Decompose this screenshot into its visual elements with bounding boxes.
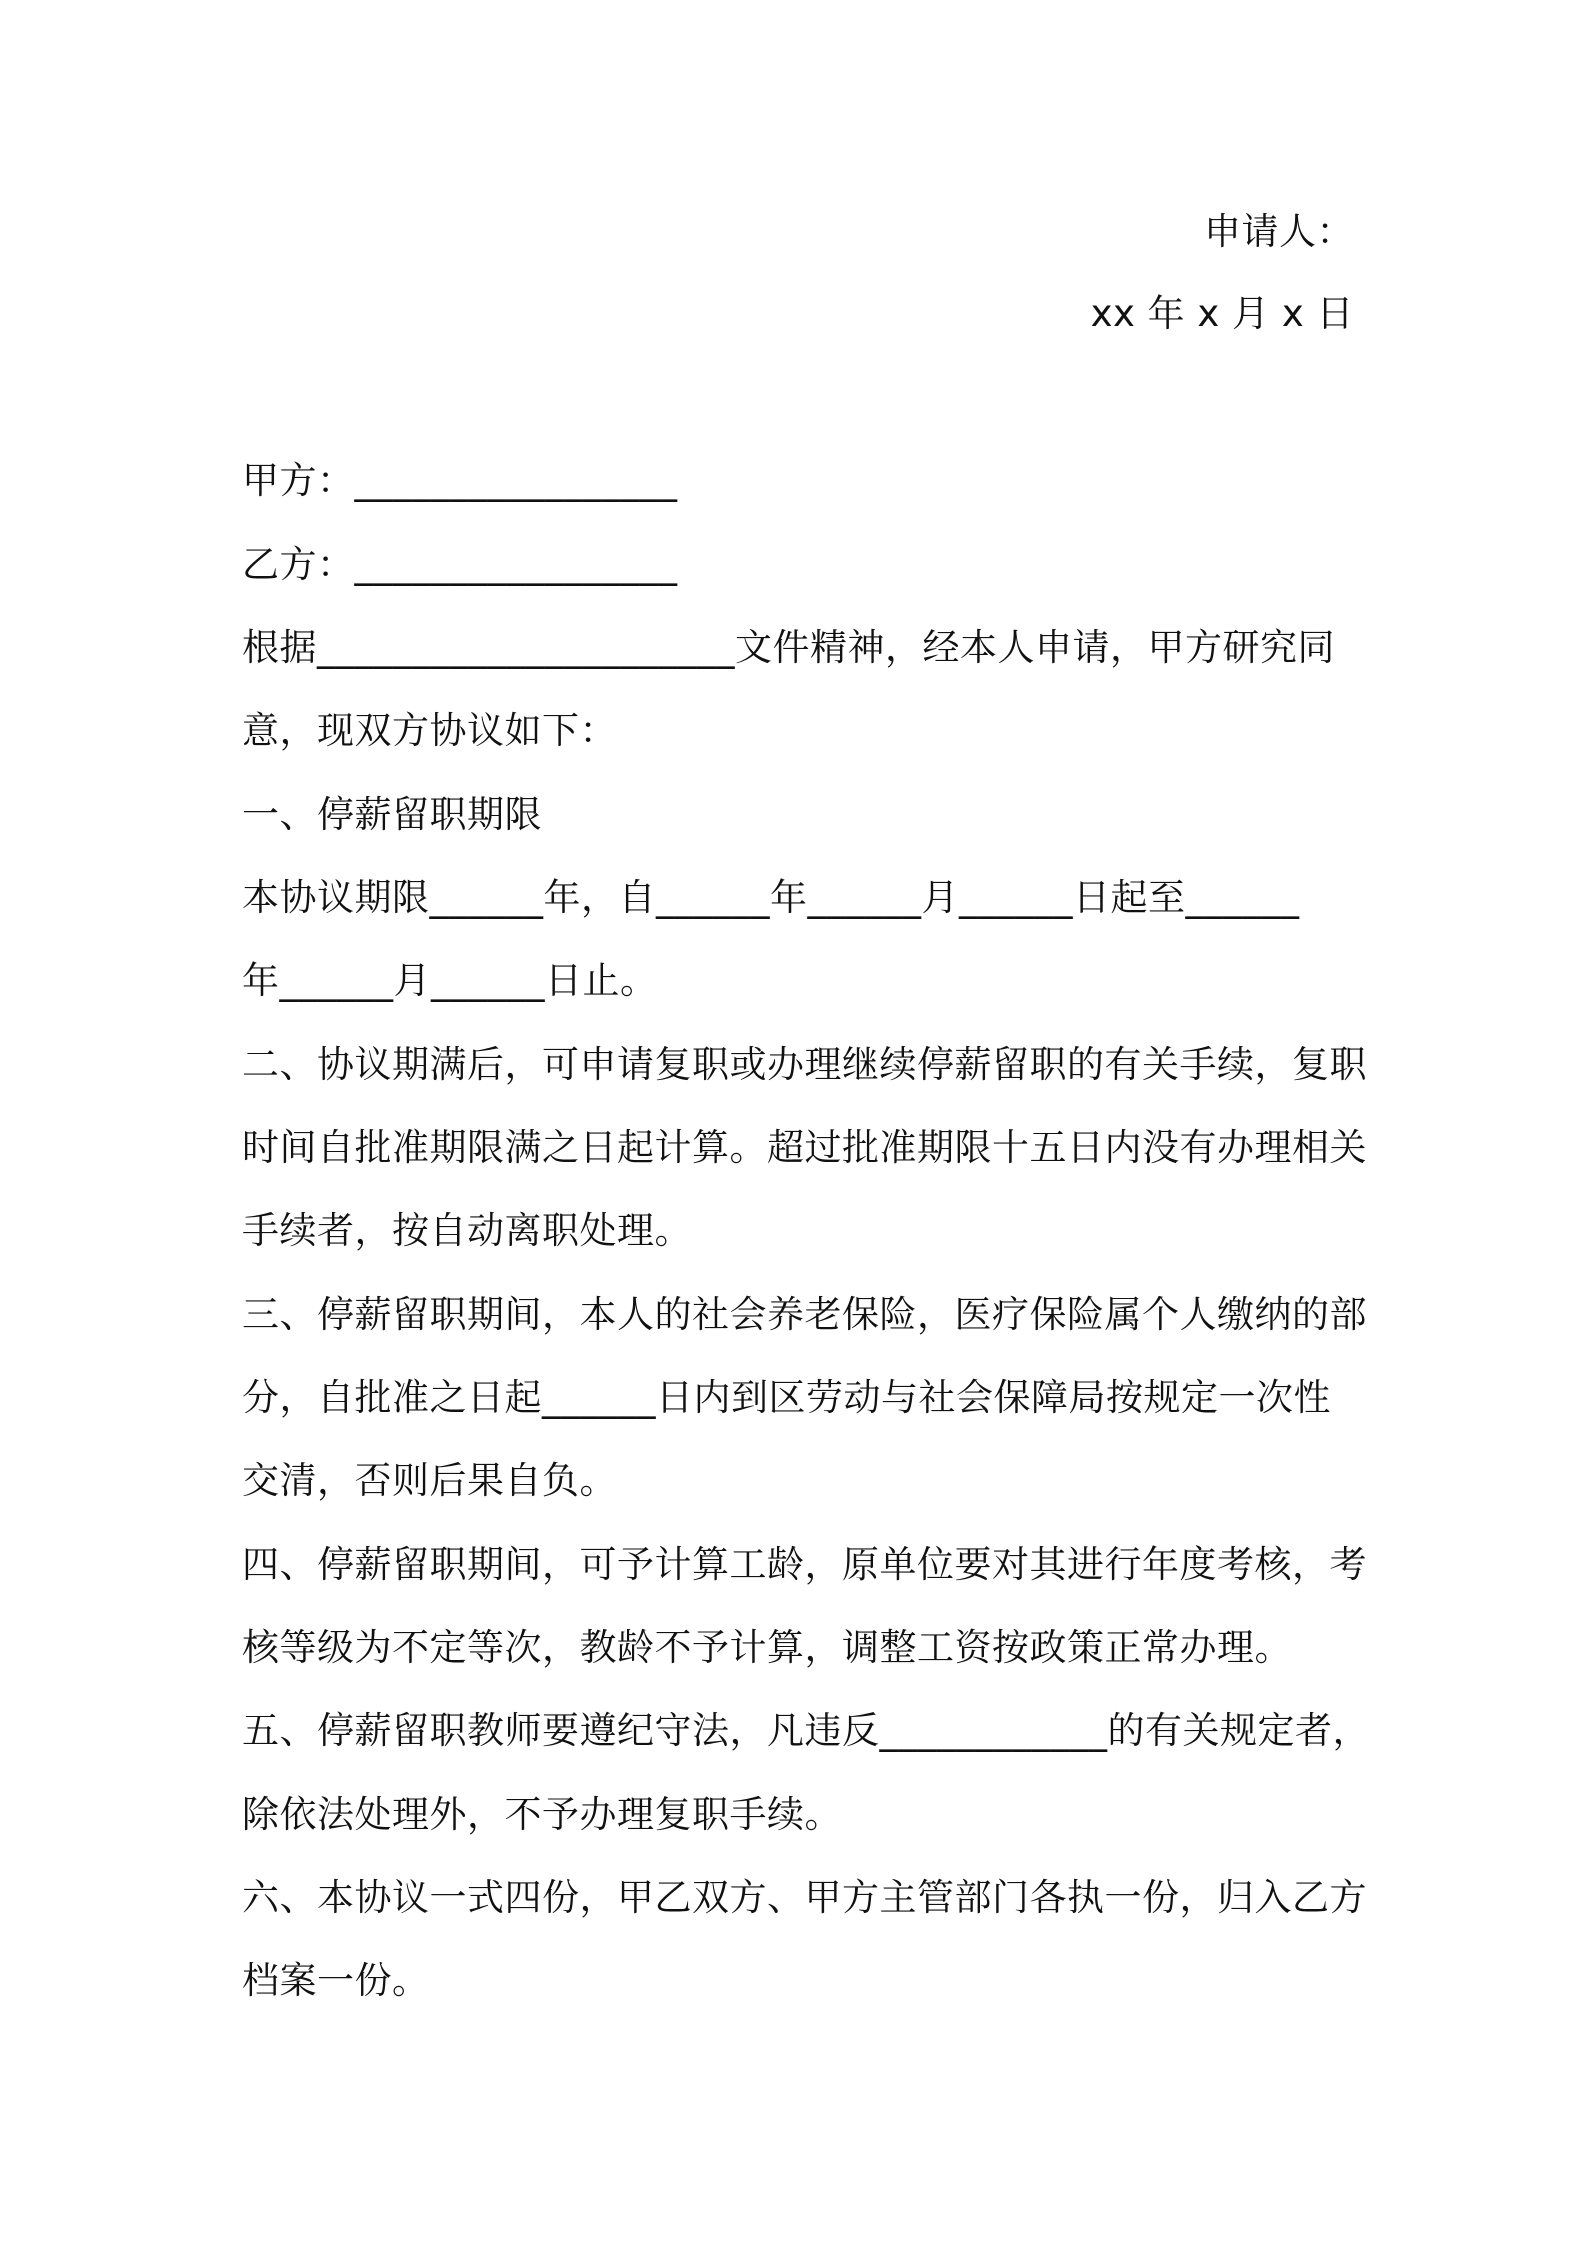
- section-5-line-1: 五、停薪留职教师要遵纪守法，凡违反____________的有关规定者，: [242, 1709, 1370, 1752]
- section-2-line-2: 时间自批准期限满之日起计算。超过批准期限十五日内没有办理相关: [242, 1126, 1367, 1169]
- section-4-line-2: 核等级为不定等次，教龄不予计算，调整工资按政策正常办理。: [242, 1626, 1292, 1669]
- basis-line-1: 根据______________________文件精神，经本人申请，甲方研究同: [242, 626, 1335, 669]
- section-5-line-2: 除依法处理外，不予办理复职手续。: [242, 1793, 842, 1836]
- section-6-line-2: 档案一份。: [242, 1959, 430, 2002]
- party-a-line: 甲方：_________________: [242, 459, 678, 502]
- section-2-line-3: 手续者，按自动离职处理。: [242, 1209, 692, 1252]
- date-line: xx 年 x 月 x 日: [1090, 292, 1354, 335]
- applicant-label: 申请人：: [1204, 210, 1354, 253]
- party-b-line: 乙方：_________________: [242, 543, 678, 586]
- section-3-line-1: 三、停薪留职期间，本人的社会养老保险，医疗保险属个人缴纳的部: [242, 1293, 1367, 1336]
- section-1-line-2: 年______月______日止。: [242, 959, 658, 1002]
- basis-line-2: 意，现双方协议如下：: [242, 709, 617, 752]
- section-1-line-1: 本协议期限______年，自______年______月______日起至______: [242, 876, 1300, 919]
- section-4-line-1: 四、停薪留职期间，可予计算工龄，原单位要对其进行年度考核，考: [242, 1543, 1367, 1586]
- section-2-line-1: 二、协议期满后，可申请复职或办理继续停薪留职的有关手续，复职: [242, 1043, 1367, 1086]
- section-1-title: 一、停薪留职期限: [242, 793, 542, 836]
- section-3-line-2: 分，自批准之日起______日内到区劳动与社会保障局按规定一次性: [242, 1376, 1331, 1419]
- section-3-line-3: 交清，否则后果自负。: [242, 1459, 617, 1502]
- section-6-line-1: 六、本协议一式四份，甲乙双方、甲方主管部门各执一份，归入乙方: [242, 1876, 1367, 1919]
